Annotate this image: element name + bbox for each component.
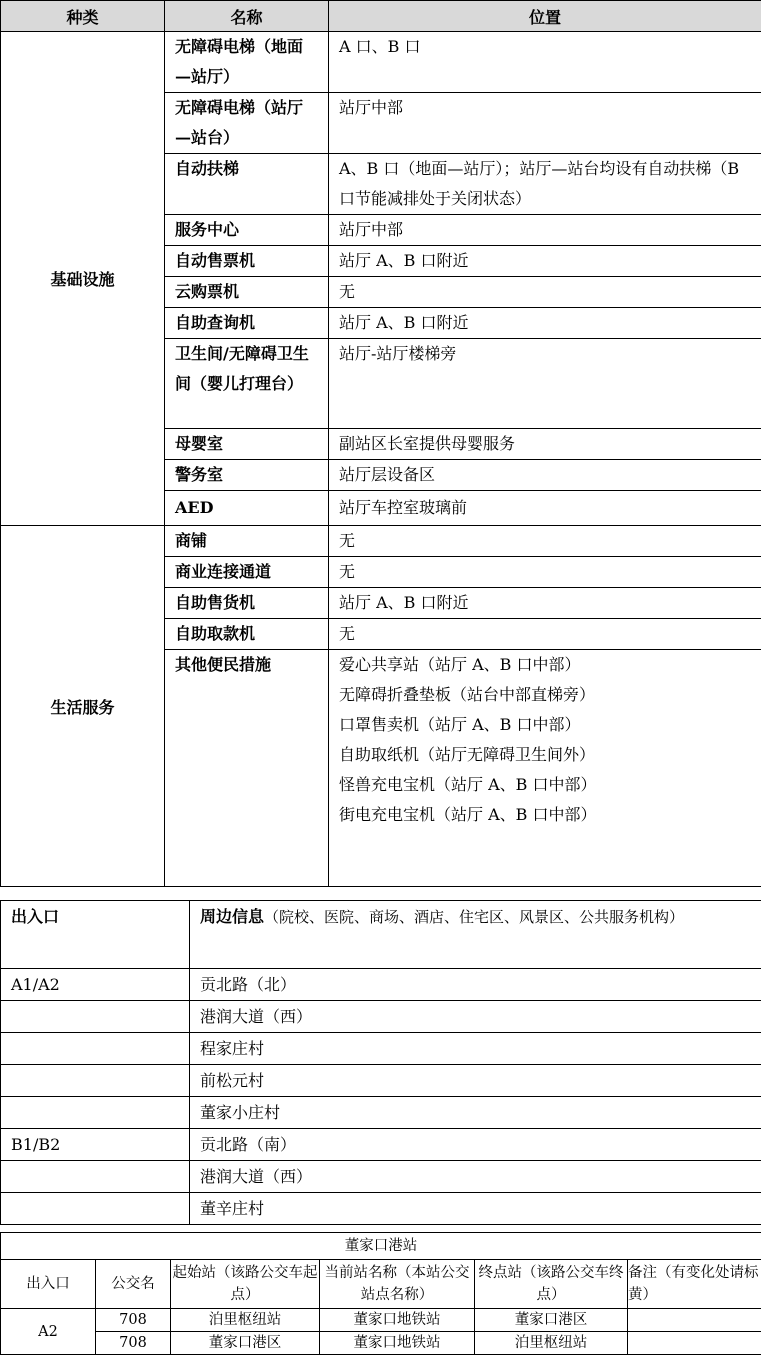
- exit-cell: [1, 1097, 190, 1129]
- facility-name: 自助查询机: [165, 308, 329, 339]
- header-note: 备注（有变化处请标黄）: [628, 1260, 761, 1309]
- surrounding-info: 港润大道（西）: [190, 1161, 761, 1193]
- facility-name: 商铺: [165, 526, 329, 557]
- header-surroundings-title: 周边信息: [200, 907, 265, 926]
- facility-name: 警务室: [165, 460, 329, 491]
- facility-position: 副站区长室提供母婴服务: [329, 429, 761, 460]
- header-name: 名称: [165, 1, 329, 32]
- facility-position: 站厅中部: [329, 215, 761, 246]
- facility-name: 自助售货机: [165, 588, 329, 619]
- facility-name: 自助取款机: [165, 619, 329, 650]
- exit-cell: [1, 1033, 190, 1065]
- bus-line: 708: [96, 1309, 171, 1332]
- header-exit: 出入口: [1, 1260, 96, 1309]
- facility-position: 站厅 A、B 口附近: [329, 588, 761, 619]
- header-bus-line: 公交名: [96, 1260, 171, 1309]
- facility-position: 站厅-站厅楼梯旁: [329, 339, 761, 429]
- exit-cell: [1, 1161, 190, 1193]
- facility-position: A、B 口（地面—站厅）；站厅—站台均设有自动扶梯（B 口节能减排处于关闭状态）: [329, 154, 761, 215]
- facility-name: 无障碍电梯（站厅—站台）: [165, 93, 329, 154]
- header-end-stop: 终点站（该路公交车终点）: [475, 1260, 628, 1309]
- header-surroundings-note: （院校、医院、商场、酒店、住宅区、风景区、公共服务机构）: [264, 908, 685, 926]
- convenience-item: 自助取纸机（站厅无障碍卫生间外）: [339, 745, 596, 764]
- surrounding-info: 董家小庄村: [190, 1097, 761, 1129]
- convenience-item: 爱心共享站（站厅 A、B 口中部）: [339, 655, 581, 674]
- facility-name: 自动扶梯: [165, 154, 329, 215]
- facility-position: 无: [329, 619, 761, 650]
- exit-cell: B1/B2: [1, 1129, 190, 1161]
- facility-position: 站厅 A、B 口附近: [329, 308, 761, 339]
- facility-name: 母婴室: [165, 429, 329, 460]
- exit-cell: [1, 1065, 190, 1097]
- exit-cell: A1/A2: [1, 969, 190, 1001]
- header-category: 种类: [1, 1, 165, 32]
- facility-position: 无: [329, 526, 761, 557]
- facility-name: 云购票机: [165, 277, 329, 308]
- convenience-item: 无障碍折叠垫板（站台中部直梯旁）: [339, 685, 596, 704]
- facility-position: A 口、B 口: [329, 32, 761, 93]
- facility-position: 站厅中部: [329, 93, 761, 154]
- convenience-item: 口罩售卖机（站厅 A、B 口中部）: [339, 715, 581, 734]
- exit-cell: [1, 1193, 190, 1225]
- facility-position: 站厅车控室玻璃前: [329, 491, 761, 526]
- current-stop: 董家口地铁站: [320, 1309, 475, 1332]
- end-stop: 董家口港区: [475, 1309, 628, 1332]
- header-exit: 出入口: [1, 901, 190, 969]
- surrounding-info: 港润大道（西）: [190, 1001, 761, 1033]
- facility-position: 站厅 A、B 口附近: [329, 246, 761, 277]
- header-position: 位置: [329, 1, 761, 32]
- header-current-stop: 当前站名称（本站公交站点名称）: [320, 1260, 475, 1309]
- facility-name: 自动售票机: [165, 246, 329, 277]
- facility-position: 无: [329, 277, 761, 308]
- bus-table: [0, 1232, 761, 1355]
- facility-name: 卫生间/无障碍卫生间（婴儿打理台）: [165, 339, 329, 429]
- station-title: 董家口港站: [1, 1233, 761, 1260]
- facility-name: 其他便民措施: [165, 650, 329, 887]
- category-life: 生活服务: [1, 526, 165, 887]
- facility-position: 无: [329, 557, 761, 588]
- exit-cell: A2: [1, 1309, 96, 1355]
- facility-name: 商业连接通道: [165, 557, 329, 588]
- category-basic: 基础设施: [1, 32, 165, 526]
- exit-cell: [1, 1001, 190, 1033]
- header-surroundings: [190, 901, 761, 969]
- convenience-item: 怪兽充电宝机（站厅 A、B 口中部）: [339, 775, 597, 794]
- note: [628, 1332, 761, 1355]
- convenience-item: 街电充电宝机（站厅 A、B 口中部）: [339, 805, 597, 824]
- surrounding-info: 前松元村: [190, 1065, 761, 1097]
- facility-position-list: [329, 650, 761, 887]
- surrounding-info: 董辛庄村: [190, 1193, 761, 1225]
- end-stop: 泊里枢纽站: [475, 1332, 628, 1355]
- start-stop: 泊里枢纽站: [171, 1309, 320, 1332]
- facility-name: 无障碍电梯（地面—站厅）: [165, 32, 329, 93]
- bus-line: 708: [96, 1332, 171, 1355]
- facility-position: 站厅层设备区: [329, 460, 761, 491]
- current-stop: 董家口地铁站: [320, 1332, 475, 1355]
- header-start-stop: 起始站（该路公交车起点）: [171, 1260, 320, 1309]
- surrounding-info: 贡北路（北）: [190, 969, 761, 1001]
- facility-name: 服务中心: [165, 215, 329, 246]
- note: [628, 1309, 761, 1332]
- surrounding-info: 程家庄村: [190, 1033, 761, 1065]
- start-stop: 董家口港区: [171, 1332, 320, 1355]
- surroundings-table: [0, 900, 761, 1225]
- facility-name: AED: [165, 491, 329, 526]
- surrounding-info: 贡北路（南）: [190, 1129, 761, 1161]
